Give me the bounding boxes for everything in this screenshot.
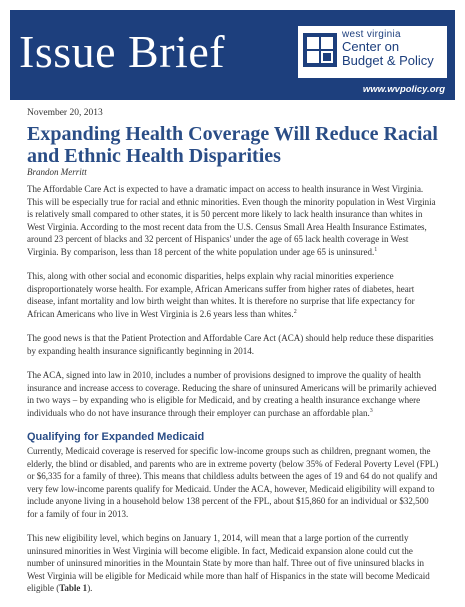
paragraph-1 <box>27 183 439 258</box>
paragraph-2 <box>27 270 439 320</box>
paragraph-4-text: The ACA, signed into law in 2010, includes a number of provisions designed to improve the quality of health insurance and increase access to coverage. Reducing the share of uninsured Americans will be primarily achieved in two ways – by expanding who is eligible for Medicaid, and by creating a health insurance exchange where individuals who do not have insurance through their employer can purchase an affordable plan. <box>27 370 437 418</box>
paragraph-6-end: ). <box>87 583 93 593</box>
paragraph-5: Currently, Medicaid coverage is reserved for specific low-income groups such as children, pregnant women, the elderly, the blind or disabled, and parents who are in extreme poverty (below 35% of Federal Poverty Level (FPL) or $6,335 for a family of three). This means that childless adults between the ages of 19 and 64 do not qualify and very few low-income parents qualify for Medicaid. Under the ACA, however, Medicaid eligibility will expand to include anyone living in a household below 138 percent of the FPL, about $15,860 for an individual or $32,500 for a family of four in 2013. <box>27 446 439 519</box>
paragraph-3: The good news is that the Patient Protection and Affordable Care Act (ACA) should help reduce these disparities by expanding health insurance significantly beginning in 2014. <box>27 333 434 356</box>
article-body <box>27 108 439 607</box>
logo-state: west virginia <box>342 29 401 40</box>
footnote-ref: 3 <box>369 407 373 414</box>
section-heading: Qualifying for Expanded Medicaid <box>27 431 205 443</box>
paragraph-4 <box>27 369 439 419</box>
paragraph-6-text: This new eligibility level, which begins on January 1, 2014, will mean that a large portion of the currently uninsured minorities in West Virginia will become eligible. In fact, Medicaid expansion alone could cut the number of uninsured minorities in the Mountain State by more than half. Three out of five uninsured blacks in West Virginia will be eligible for Medicaid while more than half of Hispanics in the state will become Medicaid eligible ( <box>27 533 430 593</box>
footnote-ref: 1 <box>374 246 378 253</box>
wvcbp-logo[interactable] <box>298 26 447 78</box>
publish-date: November 20, 2013 <box>27 108 103 118</box>
paragraph-6 <box>27 532 439 595</box>
paragraph-1-text: The Affordable Care Act is expected to have a dramatic impact on access to health insurance in West Virginia. This will be especially true for racial and ethnic minorities. Even though the minority population in West Virginia is relatively small compared to other states, it is 50 percent more likely to lack health insurance than whites in West Virginia. According to the most recent data from the U.S. Census Small Area Health Insurance Estimates, around 23 percent of blacks and 32 percent of Hispanics' under the age of 65 lack health coverage in West Virginia. By comparison, less than 18 percent of the white population under age 65 is uninsured. <box>27 184 436 257</box>
table-reference: Table 1 <box>59 583 88 593</box>
website-link[interactable]: www.wvpolicy.org <box>362 84 445 95</box>
paragraph-2-text: This, along with other social and economic disparities, helps explain why racial minorities experience disproportionately worse health. For example, African Americans suffer from higher rates of diabetes, heart disease, infant mortality and low birth weight than whites. It is therefore no surprise that life expectancy for African Americans who live in West Virginia is 2.6 years less than whites. <box>27 271 415 319</box>
masthead-title: Issue Brief <box>19 26 226 77</box>
footnote-ref: 2 <box>293 308 297 315</box>
logo-line-budget: Budget & Policy <box>342 53 434 68</box>
logo-line-center: Center on <box>342 39 400 54</box>
masthead <box>10 10 455 100</box>
article-title: Expanding Health Coverage Will Reduce Racial and Ethnic Health Disparities <box>27 123 438 167</box>
logo-mark-icon <box>303 33 337 67</box>
article-author: Brandon Merritt <box>27 167 87 177</box>
logo-org-name <box>342 40 434 68</box>
